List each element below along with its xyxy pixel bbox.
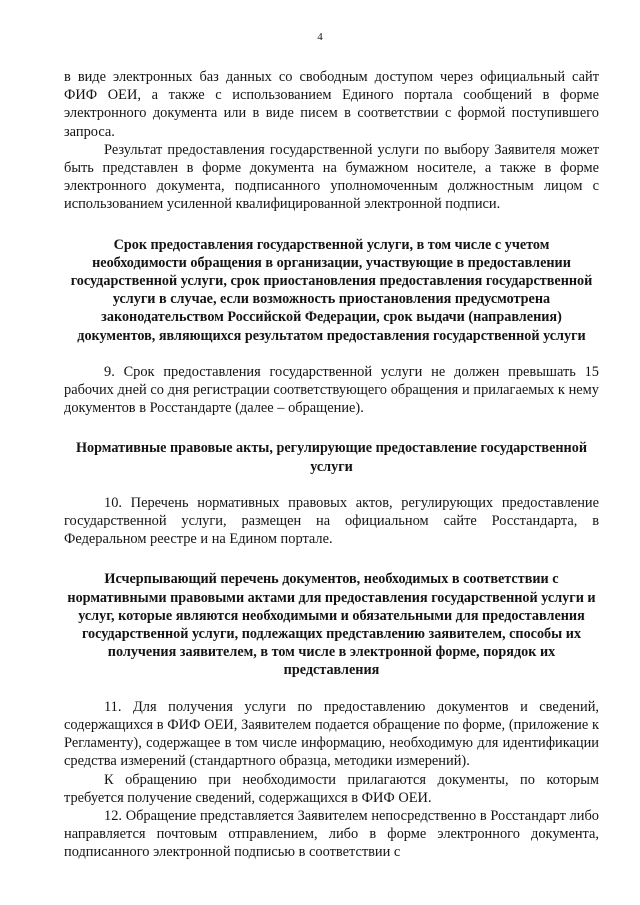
paragraph-11: 11. Для получения услуги по предоставлению документов и сведений, содержащихся в ФИФ ОЕИ, Заявителем подается обращение по форме, (приложение к Регламенту), содержащее в том числе информацию, необходимую для идентификации средства измерений (стандартного образца, методики измерений). [64,698,599,770]
page-number: 4 [317,31,323,43]
paragraph-10: 10. Перечень нормативных правовых актов, регулирующих предоставление государственной услуги, размещен на официальном сайте Росстандарта, в Федеральном реестре и на Едином портале. [64,494,599,548]
spacer [64,345,599,363]
spacer [64,548,599,570]
paragraph-attachments: К обращению при необходимости прилагаются документы, по которым требуется получение сведений, содержащихся в ФИФ ОЕИ. [64,771,599,806]
paragraph-result-delivery: Результат предоставления государственной услуги по выбору Заявителя может быть представлен в форме документа на бумажном носителе, а также в форме электронного документа, подписанного уполномоченным должностным лицом с использованием усиленной квалифицированной электронной подписи. [64,141,599,213]
spacer [64,417,599,439]
document-body [64,68,599,862]
heading-documents-list: Исчерпывающий перечень документов, необходимых в соответствии с нормативными правовыми актами для предоставления государственной услуги и услуг, которые являются необходимыми и обязательными для предоставления государственной услуги, подлежащих представлению заявителем, способы их получения заявителем, в том числе в электронной форме, порядок их представления [67,571,596,679]
spacer [64,476,599,494]
paragraph-result-formats: в виде электронных баз данных со свободным доступом через официальный сайт ФИФ ОЕИ, а также с использованием Единого портала сообщений в форме электронного документа или в виде писем в соответствии с формой поступившего запроса. [64,69,599,140]
spacer [64,680,599,698]
spacer [64,214,599,236]
paragraph-12: 12. Обращение представляется Заявителем непосредственно в Росстандарт либо направляется почтовым отправлением, либо в форме электронного документа, подписанного электронной подписью в соответствии с [64,807,599,861]
heading-legal-acts: Нормативные правовые акты, регулирующие предоставление государственной услуги [76,440,587,475]
paragraph-9: 9. Срок предоставления государственной услуги не должен превышать 15 рабочих дней со дня регистрации соответствующего обращения и прилагаемых к нему документов в Росстандарте (далее – обращение). [64,363,599,417]
heading-service-term: Срок предоставления государственной услуги, в том числе с учетом необходимости обращения в организации, участвующие в предоставлении государственной услуги, срок приостановления предоставления государственной услуги в случае, если возможность приостановления предусмотрена законодательством Российской Федерации, срок выдачи (направления) документов, являющихся результатом предоставления государственной услуги [70,236,593,344]
